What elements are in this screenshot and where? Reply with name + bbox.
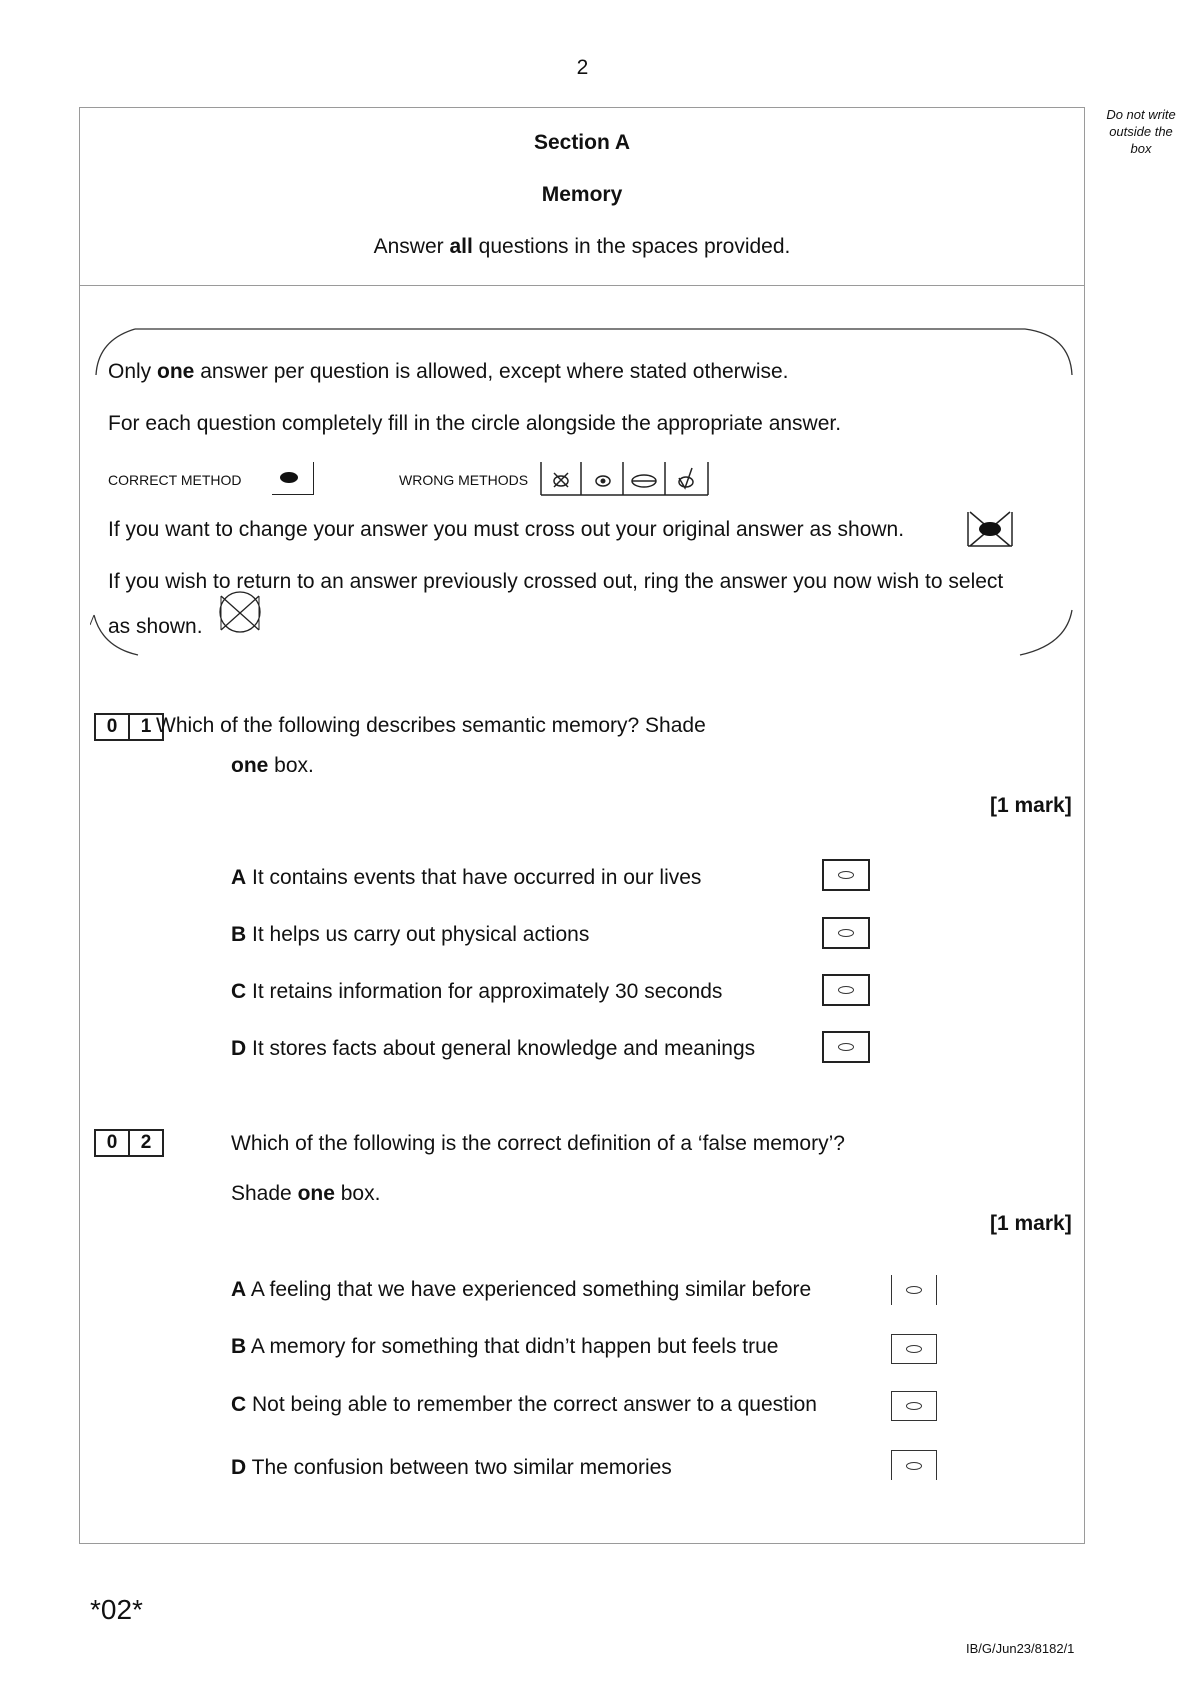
- question-02-option-c: [231, 1393, 817, 1417]
- question-01-option-d: [231, 1037, 755, 1061]
- question-01-marks: [1 mark]: [990, 794, 1072, 817]
- option-text: A memory for something that didn’t happen but feels true: [246, 1335, 779, 1358]
- instruction-line-one-answer: [108, 360, 789, 384]
- correct-method-label: CORRECT METHOD: [108, 472, 242, 488]
- answer-oval[interactable]: [906, 1462, 922, 1470]
- question-01-instruction: [231, 754, 314, 778]
- question-number-digit: 0: [106, 716, 118, 737]
- instruction-text: questions in the spaces provided.: [472, 235, 791, 258]
- option-letter: B: [231, 1335, 247, 1358]
- instruction-line-change-answer: If you want to change your answer you must cross out your original answer as shown.: [108, 518, 905, 541]
- question-number-digit: 2: [128, 1131, 162, 1155]
- question-01-answer-box-c[interactable]: [822, 974, 870, 1006]
- answer-oval[interactable]: [838, 986, 854, 994]
- correct-method-example: [272, 462, 314, 495]
- instruction-bold: one: [157, 360, 195, 383]
- question-01-answer-box-d[interactable]: [822, 1031, 870, 1063]
- question-02-answer-box-a[interactable]: [891, 1275, 937, 1305]
- question-01-answer-box-a[interactable]: [822, 859, 870, 891]
- question-02-option-d: [231, 1456, 672, 1480]
- question-number-01: [94, 713, 164, 741]
- section-subtitle: Memory: [541, 183, 623, 206]
- question-02-marks: [1 mark]: [990, 1212, 1072, 1235]
- answer-oval[interactable]: [838, 1043, 854, 1051]
- option-text: The confusion between two similar memories: [246, 1456, 672, 1479]
- instruction-text: box.: [268, 754, 314, 777]
- option-letter: B: [231, 923, 247, 946]
- question-02-answer-box-b[interactable]: [891, 1334, 937, 1364]
- question-01-text: Which of the following describes semantic memory? Shade: [156, 714, 706, 737]
- instruction-bold: one: [297, 1182, 335, 1205]
- wrong-methods-label: WRONG METHODS: [399, 472, 529, 488]
- page-number: 2: [576, 56, 589, 79]
- answer-oval[interactable]: [906, 1286, 922, 1294]
- option-text: It retains information for approximately 30 seconds: [246, 980, 723, 1003]
- question-02-answer-box-c[interactable]: [891, 1391, 937, 1421]
- option-letter: D: [231, 1037, 247, 1060]
- option-text: It helps us carry out physical actions: [246, 923, 590, 946]
- section-instruction: [79, 235, 1085, 259]
- answer-oval[interactable]: [838, 871, 854, 879]
- instruction-text: Shade: [231, 1182, 298, 1205]
- margin-note-line: box: [1130, 141, 1152, 156]
- question-number-digit: 1: [128, 715, 162, 739]
- question-01-option-b: [231, 923, 589, 947]
- option-text: It contains events that have occurred in our lives: [246, 866, 702, 889]
- instruction-bold: all: [449, 235, 473, 258]
- crossed-out-example: [966, 510, 1016, 548]
- header-divider: [79, 285, 1085, 286]
- instruction-line-return-answer: If you wish to return to an answer previously crossed out, ring the answer you now wish to select: [108, 570, 1004, 593]
- question-02-text: Which of the following is the correct definition of a ‘false memory’?: [231, 1132, 845, 1155]
- answer-oval[interactable]: [906, 1345, 922, 1353]
- instruction-text: box.: [334, 1182, 381, 1205]
- margin-note-line: outside the: [1109, 124, 1173, 139]
- answer-oval[interactable]: [838, 929, 854, 937]
- margin-note: [1098, 106, 1184, 157]
- margin-note-line: Do not write: [1106, 107, 1176, 122]
- option-letter: A: [231, 1278, 247, 1301]
- question-01-answer-box-b[interactable]: [822, 917, 870, 949]
- instruction-line-as-shown: as shown.: [108, 615, 203, 638]
- option-text: It stores facts about general knowledge and meanings: [246, 1037, 756, 1060]
- instruction-line-fill-circle: For each question completely fill in the circle alongside the appropriate answer.: [108, 412, 842, 435]
- instruction-text: Answer: [373, 235, 450, 258]
- option-letter: A: [231, 866, 247, 889]
- option-letter: C: [231, 980, 247, 1003]
- footer-page-code: *02*: [90, 1594, 143, 1625]
- question-02-option-a: [231, 1278, 811, 1302]
- question-01-option-a: [231, 866, 701, 890]
- answer-frame: [79, 107, 1085, 1544]
- section-title: Section A: [533, 131, 631, 154]
- option-letter: D: [231, 1456, 247, 1479]
- answer-oval[interactable]: [906, 1402, 922, 1410]
- option-text: Not being able to remember the correct answer to a question: [246, 1393, 817, 1416]
- instruction-bold: one: [231, 754, 269, 777]
- question-02-option-b: [231, 1335, 778, 1359]
- footer-reference: IB/G/Jun23/8182/1: [966, 1641, 1075, 1656]
- question-02-answer-box-d[interactable]: [891, 1450, 937, 1480]
- question-number-02: [94, 1129, 164, 1157]
- instruction-text: answer per question is allowed, except where stated otherwise.: [194, 360, 789, 383]
- option-text: A feeling that we have experienced something similar before: [246, 1278, 812, 1301]
- question-01-option-c: [231, 980, 722, 1004]
- question-number-digit: 0: [106, 1132, 118, 1153]
- wrong-methods-examples: [540, 462, 710, 496]
- ringed-answer-example: [213, 590, 267, 636]
- question-02-instruction: [231, 1182, 380, 1206]
- instruction-text: Only: [108, 360, 158, 383]
- option-letter: C: [231, 1393, 247, 1416]
